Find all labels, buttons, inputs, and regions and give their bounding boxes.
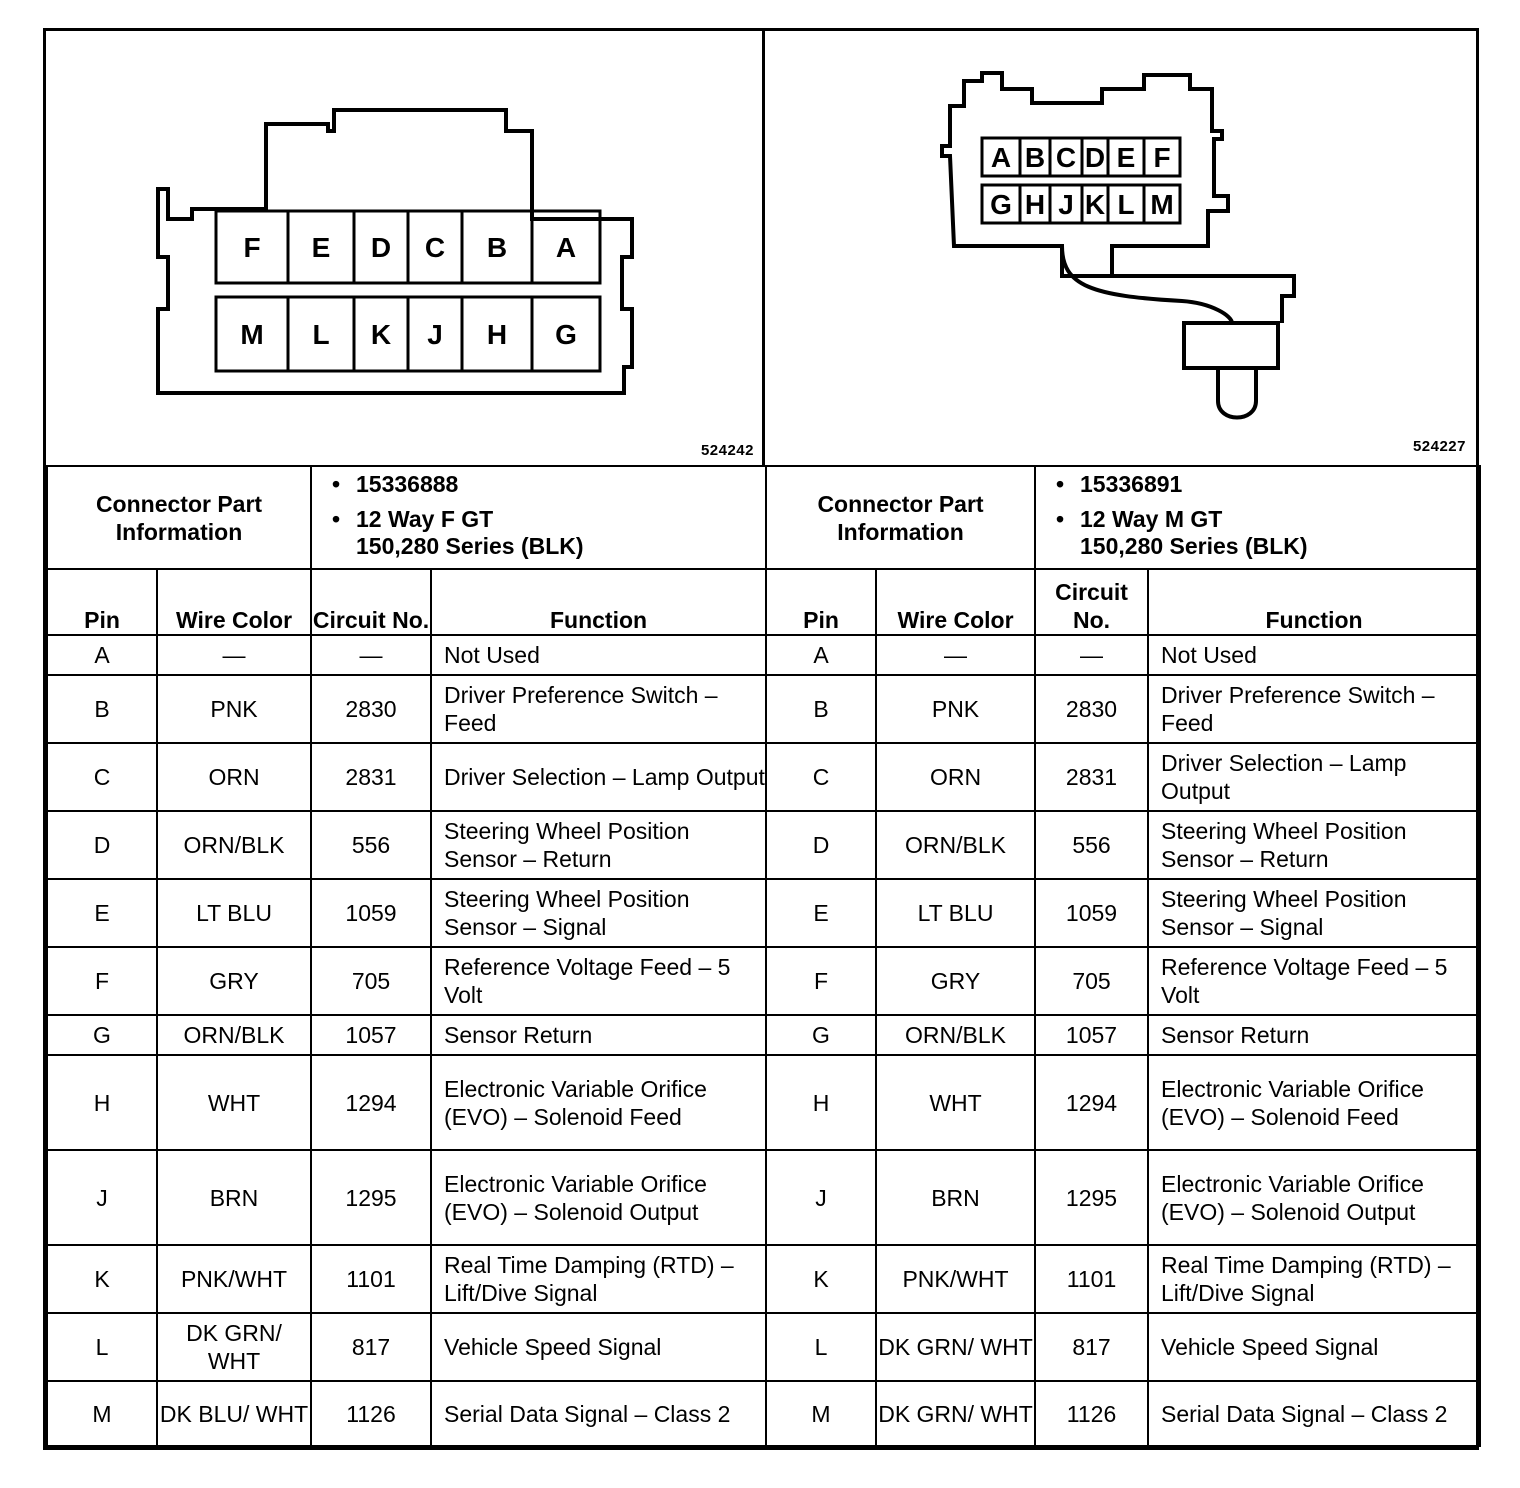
circuit-cell: 705 xyxy=(311,947,431,1015)
header-wire-color: Wire Color xyxy=(157,569,311,635)
table-row xyxy=(47,947,766,1015)
cavity-label: K xyxy=(370,319,392,351)
circuit-cell: 1059 xyxy=(1035,879,1148,947)
circuit-cell: 2830 xyxy=(1035,675,1148,743)
function-cell: Vehicle Speed Signal xyxy=(1148,1313,1480,1381)
wire-color-cell: ORN/BLK xyxy=(876,1015,1035,1055)
function-cell: Vehicle Speed Signal xyxy=(431,1313,766,1381)
header-circuit: Circuit No. xyxy=(311,569,431,635)
function-cell: Real Time Damping (RTD) – Lift/Dive Signal xyxy=(1148,1245,1480,1313)
male-connector-figure xyxy=(762,31,1476,465)
part-number: • 15336888 xyxy=(324,471,765,498)
table-row xyxy=(766,1055,1480,1150)
table-row xyxy=(47,1245,766,1313)
cavity-label: E xyxy=(311,232,331,264)
part-number: • 15336891 xyxy=(1048,471,1479,498)
pin-cell: G xyxy=(47,1015,157,1055)
table-row xyxy=(47,743,766,811)
wire-color-cell: WHT xyxy=(876,1055,1035,1150)
wire-color-cell: BRN xyxy=(157,1150,311,1245)
pin-cell: J xyxy=(47,1150,157,1245)
pin-cell: F xyxy=(47,947,157,1015)
function-cell: Not Used xyxy=(431,635,766,675)
cavity-label: F xyxy=(1153,142,1171,174)
table-row xyxy=(766,811,1480,879)
pin-cell: M xyxy=(47,1381,157,1446)
pin-cell: E xyxy=(766,879,876,947)
wire-color-cell: PNK/WHT xyxy=(876,1245,1035,1313)
pin-cell: K xyxy=(766,1245,876,1313)
pin-cell: L xyxy=(766,1313,876,1381)
connector-info-list xyxy=(1035,466,1480,569)
table-row xyxy=(766,743,1480,811)
circuit-cell: 1057 xyxy=(311,1015,431,1055)
pin-cell: A xyxy=(47,635,157,675)
cavity-label: B xyxy=(486,232,508,264)
cavity-label: G xyxy=(990,189,1012,221)
pin-cell: B xyxy=(47,675,157,743)
connector-info-list xyxy=(311,466,766,569)
cavity-label: D xyxy=(370,232,392,264)
wire-color-cell: WHT xyxy=(157,1055,311,1150)
circuit-cell: 817 xyxy=(1035,1313,1148,1381)
function-cell: Electronic Variable Orifice (EVO) – Solenoid Output xyxy=(431,1150,766,1245)
function-cell: Electronic Variable Orifice (EVO) – Solenoid Output xyxy=(1148,1150,1480,1245)
cavity-label: B xyxy=(1024,142,1046,174)
cavity-label: J xyxy=(427,319,443,351)
pin-cell: D xyxy=(766,811,876,879)
function-cell: Steering Wheel Position Sensor – Signal xyxy=(431,879,766,947)
cavity-label: M xyxy=(240,319,264,351)
pin-cell: A xyxy=(766,635,876,675)
wire-color-cell: GRY xyxy=(876,947,1035,1015)
pin-cell: L xyxy=(47,1313,157,1381)
circuit-cell: 2831 xyxy=(1035,743,1148,811)
circuit-cell: 1126 xyxy=(311,1381,431,1446)
connector-info-label: Connector Part Information xyxy=(766,466,1035,569)
table-row xyxy=(766,879,1480,947)
function-cell: Electronic Variable Orifice (EVO) – Solenoid Feed xyxy=(431,1055,766,1150)
circuit-cell: 705 xyxy=(1035,947,1148,1015)
wire-color-cell: ORN/BLK xyxy=(157,811,311,879)
cavity-label: M xyxy=(1150,189,1174,221)
circuit-cell: — xyxy=(311,635,431,675)
function-cell: Real Time Damping (RTD) – Lift/Dive Signal xyxy=(431,1245,766,1313)
header-circuit: Circuit No. xyxy=(1035,569,1148,635)
circuit-cell: 556 xyxy=(1035,811,1148,879)
circuit-cell: 1101 xyxy=(311,1245,431,1313)
circuit-cell: 1294 xyxy=(1035,1055,1148,1150)
circuit-cell: 1126 xyxy=(1035,1381,1148,1446)
cavity-label: H xyxy=(1024,189,1046,221)
connector-info-label: Connector Part Information xyxy=(47,466,311,569)
function-cell: Steering Wheel Position Sensor – Return xyxy=(431,811,766,879)
cavity-label: J xyxy=(1058,189,1074,221)
table-row xyxy=(766,1150,1480,1245)
cavity-label: C xyxy=(424,232,446,264)
function-cell: Not Used xyxy=(1148,635,1480,675)
table-row xyxy=(766,635,1480,675)
table-row xyxy=(47,675,766,743)
function-cell: Reference Voltage Feed – 5 Volt xyxy=(431,947,766,1015)
wire-color-cell: DK GRN/ WHT xyxy=(157,1313,311,1381)
cavity-label: F xyxy=(243,232,261,264)
circuit-cell: 1295 xyxy=(311,1150,431,1245)
pin-cell: H xyxy=(47,1055,157,1150)
pin-cell: B xyxy=(766,675,876,743)
table-row xyxy=(47,1313,766,1381)
table-row xyxy=(47,1055,766,1150)
header-pin: Pin xyxy=(766,569,876,635)
pin-cell: K xyxy=(47,1245,157,1313)
circuit-cell: 1294 xyxy=(311,1055,431,1150)
connector-sheet xyxy=(43,28,1479,1450)
cavity-label: L xyxy=(312,319,330,351)
cavity-label: A xyxy=(555,232,577,264)
wire-color-cell: DK BLU/ WHT xyxy=(157,1381,311,1446)
pin-cell: J xyxy=(766,1150,876,1245)
wire-color-cell: — xyxy=(876,635,1035,675)
wire-color-cell: DK GRN/ WHT xyxy=(876,1313,1035,1381)
table-row xyxy=(766,947,1480,1015)
circuit-cell: 1057 xyxy=(1035,1015,1148,1055)
circuit-cell: 2830 xyxy=(311,675,431,743)
wire-color-cell: GRY xyxy=(157,947,311,1015)
function-cell: Serial Data Signal – Class 2 xyxy=(431,1381,766,1446)
cavity-label: L xyxy=(1117,189,1135,221)
pin-cell: M xyxy=(766,1381,876,1446)
function-cell: Reference Voltage Feed – 5 Volt xyxy=(1148,947,1480,1015)
cavity-label: K xyxy=(1084,189,1106,221)
table-row xyxy=(766,1245,1480,1313)
function-cell: Sensor Return xyxy=(431,1015,766,1055)
table-row xyxy=(47,1015,766,1055)
female-connector-drawing xyxy=(46,31,762,465)
table-row xyxy=(47,1150,766,1245)
cavity-label: H xyxy=(486,319,508,351)
header-function: Function xyxy=(1148,569,1480,635)
wire-color-cell: LT BLU xyxy=(876,879,1035,947)
wire-color-cell: ORN/BLK xyxy=(157,1015,311,1055)
table-row xyxy=(47,811,766,879)
table-row xyxy=(766,1381,1480,1446)
cavity-label: A xyxy=(990,142,1012,174)
wire-color-cell: ORN xyxy=(876,743,1035,811)
wire-color-cell: PNK xyxy=(876,675,1035,743)
figure-code: 524242 xyxy=(700,442,754,459)
header-wire-color: Wire Color xyxy=(876,569,1035,635)
female-connector-figure xyxy=(46,31,765,465)
wire-color-cell: PNK xyxy=(157,675,311,743)
pin-cell: H xyxy=(766,1055,876,1150)
wire-color-cell: ORN xyxy=(157,743,311,811)
function-cell: Electronic Variable Orifice (EVO) – Solenoid Feed xyxy=(1148,1055,1480,1150)
function-cell: Driver Selection – Lamp Output xyxy=(1148,743,1480,811)
function-cell: Serial Data Signal – Class 2 xyxy=(1148,1381,1480,1446)
circuit-cell: 556 xyxy=(311,811,431,879)
pin-cell: C xyxy=(47,743,157,811)
male-pinout-table xyxy=(765,465,1481,1447)
wire-color-cell: DK GRN/ WHT xyxy=(876,1381,1035,1446)
circuit-cell: — xyxy=(1035,635,1148,675)
wire-color-cell: — xyxy=(157,635,311,675)
function-cell: Driver Selection – Lamp Output xyxy=(431,743,766,811)
female-pinout-table xyxy=(46,465,767,1447)
function-cell: Sensor Return xyxy=(1148,1015,1480,1055)
connector-description: • 12 Way M GT 150,280 Series (BLK) xyxy=(1048,506,1479,560)
circuit-cell: 2831 xyxy=(311,743,431,811)
table-row xyxy=(47,635,766,675)
cavity-label: G xyxy=(555,319,577,351)
figure-code: 524227 xyxy=(1412,438,1466,455)
pin-cell: D xyxy=(47,811,157,879)
pin-cell: G xyxy=(766,1015,876,1055)
cavity-label: E xyxy=(1116,142,1136,174)
table-row xyxy=(47,1381,766,1446)
table-row xyxy=(766,675,1480,743)
header-function: Function xyxy=(431,569,766,635)
table-row xyxy=(47,879,766,947)
function-cell: Steering Wheel Position Sensor – Return xyxy=(1148,811,1480,879)
connector-description: • 12 Way F GT 150,280 Series (BLK) xyxy=(324,506,765,560)
pin-cell: C xyxy=(766,743,876,811)
function-cell: Driver Preference Switch – Feed xyxy=(431,675,766,743)
wire-color-cell: BRN xyxy=(876,1150,1035,1245)
cavity-label: D xyxy=(1084,142,1106,174)
table-row xyxy=(766,1313,1480,1381)
wire-color-cell: ORN/BLK xyxy=(876,811,1035,879)
wire-color-cell: LT BLU xyxy=(157,879,311,947)
function-cell: Steering Wheel Position Sensor – Signal xyxy=(1148,879,1480,947)
wire-color-cell: PNK/WHT xyxy=(157,1245,311,1313)
circuit-cell: 1101 xyxy=(1035,1245,1148,1313)
male-connector-drawing xyxy=(762,31,1476,465)
pin-cell: F xyxy=(766,947,876,1015)
circuit-cell: 1295 xyxy=(1035,1150,1148,1245)
header-pin: Pin xyxy=(47,569,157,635)
cavity-label: C xyxy=(1055,142,1077,174)
circuit-cell: 1059 xyxy=(311,879,431,947)
function-cell: Driver Preference Switch – Feed xyxy=(1148,675,1480,743)
circuit-cell: 817 xyxy=(311,1313,431,1381)
table-row xyxy=(766,1015,1480,1055)
pin-cell: E xyxy=(47,879,157,947)
